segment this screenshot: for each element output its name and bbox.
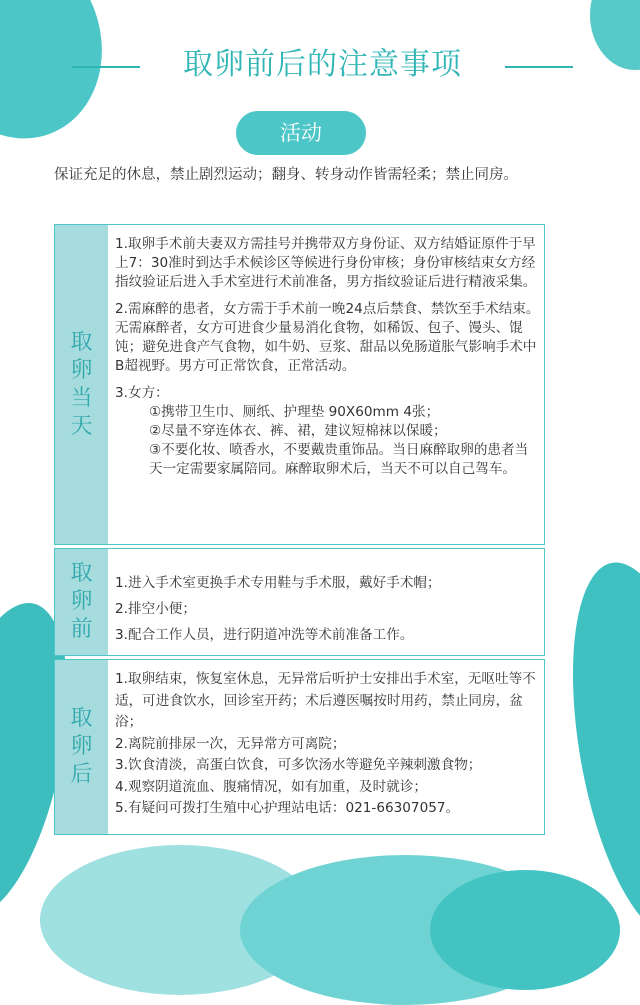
list-subitem: ①携带卫生巾、厕纸、护理垫 90X60mm 4张； xyxy=(149,404,440,420)
box-label-cell xyxy=(55,225,108,544)
list-item: 4.观察阴道流血、腹痛情况，如有加重，及时就诊； xyxy=(115,778,428,795)
list-item: 3.配合工作人员，进行阴道冲洗等术前准备工作。 xyxy=(115,627,414,643)
list-item: 1.进入手术室更换手术专用鞋与手术服，戴好手术帽； xyxy=(115,575,441,591)
list-item: 2.需麻醉的患者，女方需于手术前一晚24点后禁食、禁饮至手术结束。无需麻醉者，女方可进食少量易消化食物，如稀饭、包子、馒头、馄饨；避免进食产气食物，如牛奶、豆浆、甜品以免肠道胀气影响手术中B超视野。男方可正常饮食，正常活动。 xyxy=(115,301,540,374)
box-label: 取卵当天 xyxy=(70,329,93,439)
list-subitem: ②尽量不穿连体衣、裤、裙，建议短棉袜以保暖； xyxy=(149,423,447,439)
list-subitem: ③不要化妆、喷香水，不要戴贵重饰品。当日麻醉取卵的患者当天一定需要家属陪同。麻醉取卵术后，当天不可以自己驾车。 xyxy=(149,442,529,477)
list-item: 3.女方： xyxy=(115,385,169,401)
box-label: 取卵前 xyxy=(70,561,93,642)
section-pill-activity: 活动 xyxy=(236,111,366,155)
box-label-cell xyxy=(55,549,108,655)
box-content xyxy=(115,549,540,655)
decor-blob-bottom-3 xyxy=(430,870,620,990)
box-label-cell xyxy=(55,660,108,834)
list-item: 3.饮食清淡，高蛋白饮食，可多饮汤水等避免辛辣刺激食物； xyxy=(115,757,482,773)
page-title: 取卵前后的注意事项 xyxy=(183,47,462,82)
box-content xyxy=(115,660,540,834)
list-item: 2.离院前排尿一次，无异常方可离院； xyxy=(115,735,346,752)
title-row xyxy=(0,45,640,85)
intro-text: 保证充足的休息，禁止剧烈运动；翻身、转身动作皆需轻柔；禁止同房。 xyxy=(54,167,518,183)
box-label: 取卵后 xyxy=(70,706,93,787)
list-item: 1.取卵手术前夫妻双方需挂号并携带双方身份证、双方结婚证原件于早上7：30准时到达手术候诊区等候进行身份审核；身份审核结束女方经指纹验证后进入手术室进行术前准备，男方指纹验证后进行精液采集。 xyxy=(115,236,537,290)
box-content xyxy=(115,225,540,544)
box-after-retrieval xyxy=(54,659,545,835)
list-item: 5.有疑问可拨打生殖中心护理站电话：021-66307057。 xyxy=(115,800,460,816)
title-rule-left xyxy=(72,66,140,68)
box-retrieval-day xyxy=(54,224,545,545)
box-before-retrieval xyxy=(54,548,545,656)
list-item: 2.排空小便； xyxy=(115,601,196,617)
list-item: 1.取卵结束，恢复室休息，无异常后听护士安排出手术室，无呕吐等不适，可进食饮水，回诊室开药；术后遵医嘱按时用药，禁止同房，盆浴； xyxy=(115,671,536,730)
title-rule-right xyxy=(505,66,573,68)
